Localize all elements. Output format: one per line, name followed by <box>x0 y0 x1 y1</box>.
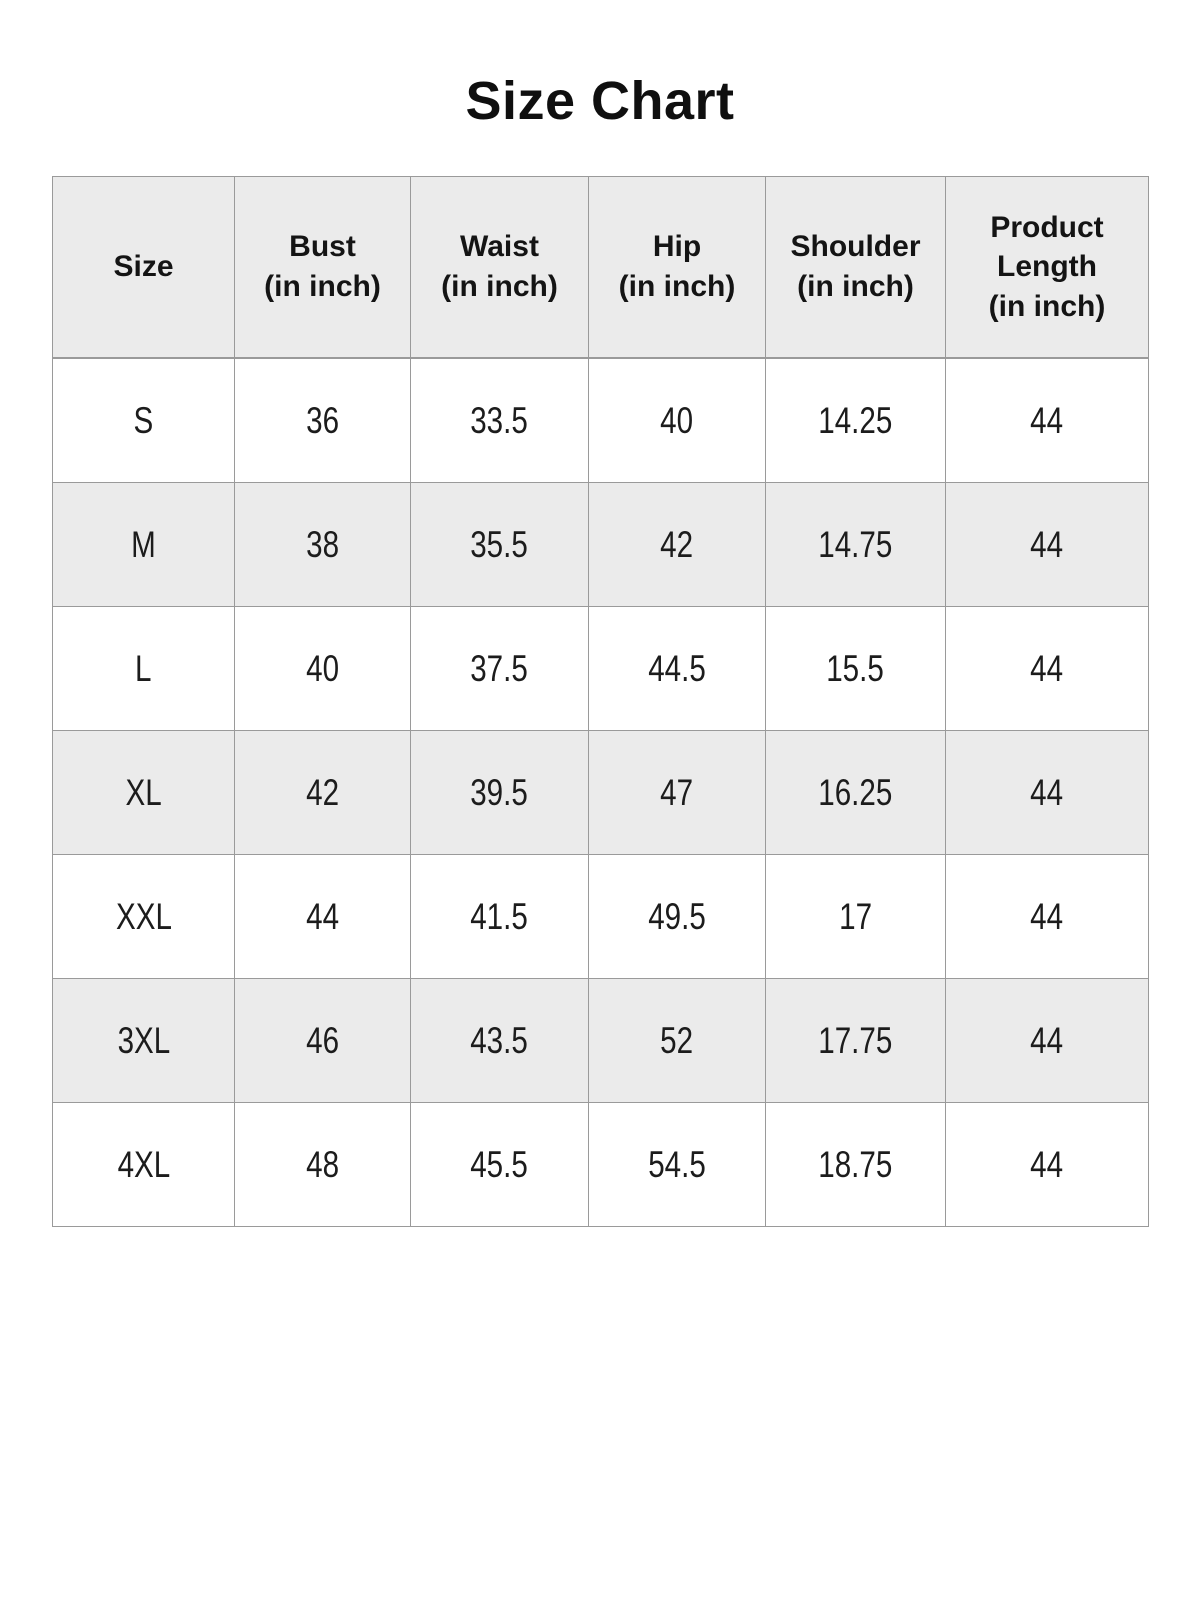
table-row-l <box>53 607 1149 731</box>
row-size-label <box>53 483 235 607</box>
shoulder-value: 17 <box>839 895 872 937</box>
row-size-label <box>53 731 235 855</box>
table-row-3xl <box>53 979 1149 1103</box>
column-header-label: Hip <box>652 230 702 264</box>
column-header-unit: (in inch) <box>441 270 558 303</box>
measurement-cell-bust <box>235 979 411 1103</box>
measurement-cell-hip <box>589 731 766 855</box>
column-header-label: Product Length <box>990 210 1104 284</box>
waist-value: 37.5 <box>470 647 529 689</box>
waist-value: 33.5 <box>470 399 529 441</box>
bust-value: 38 <box>306 523 339 565</box>
size-value: M <box>131 523 156 565</box>
column-header-bust <box>235 177 411 359</box>
bust-value: 42 <box>306 771 339 813</box>
measurement-cell-hip <box>589 855 766 979</box>
measurement-cell-waist <box>411 483 589 607</box>
waist-value: 41.5 <box>470 895 529 937</box>
measurement-cell-shoulder <box>766 979 946 1103</box>
measurement-cell-waist <box>411 979 589 1103</box>
bust-value: 44 <box>306 895 339 937</box>
hip-value: 49.5 <box>648 895 706 937</box>
waist-value: 45.5 <box>470 1143 529 1185</box>
measurement-cell-hip <box>589 483 766 607</box>
hip-value: 42 <box>660 523 694 565</box>
shoulder-value: 15.5 <box>826 647 885 689</box>
measurement-cell-bust <box>235 855 411 979</box>
column-header-label: Shoulder <box>790 230 921 264</box>
measurement-cell-shoulder <box>766 358 946 483</box>
column-header-shoulder <box>766 177 946 359</box>
page-title: Size Chart <box>465 71 735 131</box>
column-header-label: Bust <box>289 230 356 264</box>
measurement-cell-waist <box>411 731 589 855</box>
shoulder-value: 14.75 <box>818 523 893 565</box>
hip-value: 47 <box>660 771 694 813</box>
measurement-cell-length <box>946 483 1149 607</box>
measurement-cell-length <box>946 607 1149 731</box>
column-header-size <box>53 177 235 359</box>
measurement-cell-length <box>946 1103 1149 1227</box>
hip-value: 54.5 <box>648 1143 706 1185</box>
measurement-cell-length <box>946 979 1149 1103</box>
table-row-xxl <box>53 855 1149 979</box>
measurement-cell-waist <box>411 855 589 979</box>
measurement-cell-hip <box>589 979 766 1103</box>
table-row-4xl <box>53 1103 1149 1227</box>
measurement-cell-bust <box>235 1103 411 1227</box>
size-value: XL <box>125 771 162 813</box>
table-row-s <box>53 358 1149 483</box>
column-header-unit: (in inch) <box>988 289 1106 323</box>
table-row-xl <box>53 731 1149 855</box>
measurement-cell-length <box>946 358 1149 483</box>
size-value: L <box>135 647 152 689</box>
row-size-label <box>53 855 235 979</box>
measurement-cell-hip <box>589 607 766 731</box>
measurement-cell-bust <box>235 483 411 607</box>
measurement-cell-length <box>946 855 1149 979</box>
column-header-unit: (in inch) <box>264 270 381 303</box>
length-value: 44 <box>1030 647 1064 689</box>
measurement-cell-bust <box>235 731 411 855</box>
row-size-label <box>53 358 235 483</box>
length-value: 44 <box>1030 771 1064 813</box>
size-value: XXL <box>115 895 172 937</box>
length-value: 44 <box>1030 1019 1064 1061</box>
shoulder-value: 18.75 <box>818 1143 893 1185</box>
measurement-cell-length <box>946 731 1149 855</box>
hip-value: 40 <box>660 399 694 441</box>
shoulder-value: 16.25 <box>818 771 893 813</box>
waist-value: 39.5 <box>470 771 529 813</box>
measurement-cell-waist <box>411 1103 589 1227</box>
waist-value: 43.5 <box>470 1019 529 1061</box>
row-size-label <box>53 979 235 1103</box>
header-row <box>53 177 1149 359</box>
column-header-product-length <box>946 177 1149 359</box>
length-value: 44 <box>1030 523 1064 565</box>
measurement-cell-shoulder <box>766 731 946 855</box>
size-chart-table <box>52 176 1149 1227</box>
size-value: 3XL <box>117 1019 170 1061</box>
bust-value: 36 <box>306 399 339 441</box>
measurement-cell-bust <box>235 607 411 731</box>
row-size-label <box>53 607 235 731</box>
bust-value: 40 <box>306 647 339 689</box>
length-value: 44 <box>1030 399 1064 441</box>
size-chart-container <box>52 176 1148 1227</box>
measurement-cell-hip <box>589 358 766 483</box>
length-value: 44 <box>1030 1143 1064 1185</box>
hip-value: 44.5 <box>648 647 706 689</box>
bust-value: 46 <box>306 1019 339 1061</box>
measurement-cell-shoulder <box>766 1103 946 1227</box>
row-size-label <box>53 1103 235 1227</box>
waist-value: 35.5 <box>470 523 529 565</box>
measurement-cell-bust <box>235 358 411 483</box>
length-value: 44 <box>1030 895 1064 937</box>
column-header-unit: (in inch) <box>797 270 914 303</box>
size-value: 4XL <box>117 1143 170 1185</box>
column-header-label: Waist <box>460 230 539 264</box>
measurement-cell-shoulder <box>766 483 946 607</box>
bust-value: 48 <box>306 1143 339 1185</box>
measurement-cell-waist <box>411 607 589 731</box>
measurement-cell-hip <box>589 1103 766 1227</box>
measurement-cell-waist <box>411 358 589 483</box>
measurement-cell-shoulder <box>766 607 946 731</box>
size-value: S <box>133 399 154 441</box>
column-header-hip <box>589 177 766 359</box>
column-header-unit: (in inch) <box>618 270 736 303</box>
shoulder-value: 14.25 <box>818 399 893 441</box>
measurement-cell-shoulder <box>766 855 946 979</box>
column-header-label: Size <box>113 250 174 284</box>
shoulder-value: 17.75 <box>818 1019 893 1061</box>
hip-value: 52 <box>660 1019 694 1061</box>
table-row-m <box>53 483 1149 607</box>
column-header-waist <box>411 177 589 359</box>
